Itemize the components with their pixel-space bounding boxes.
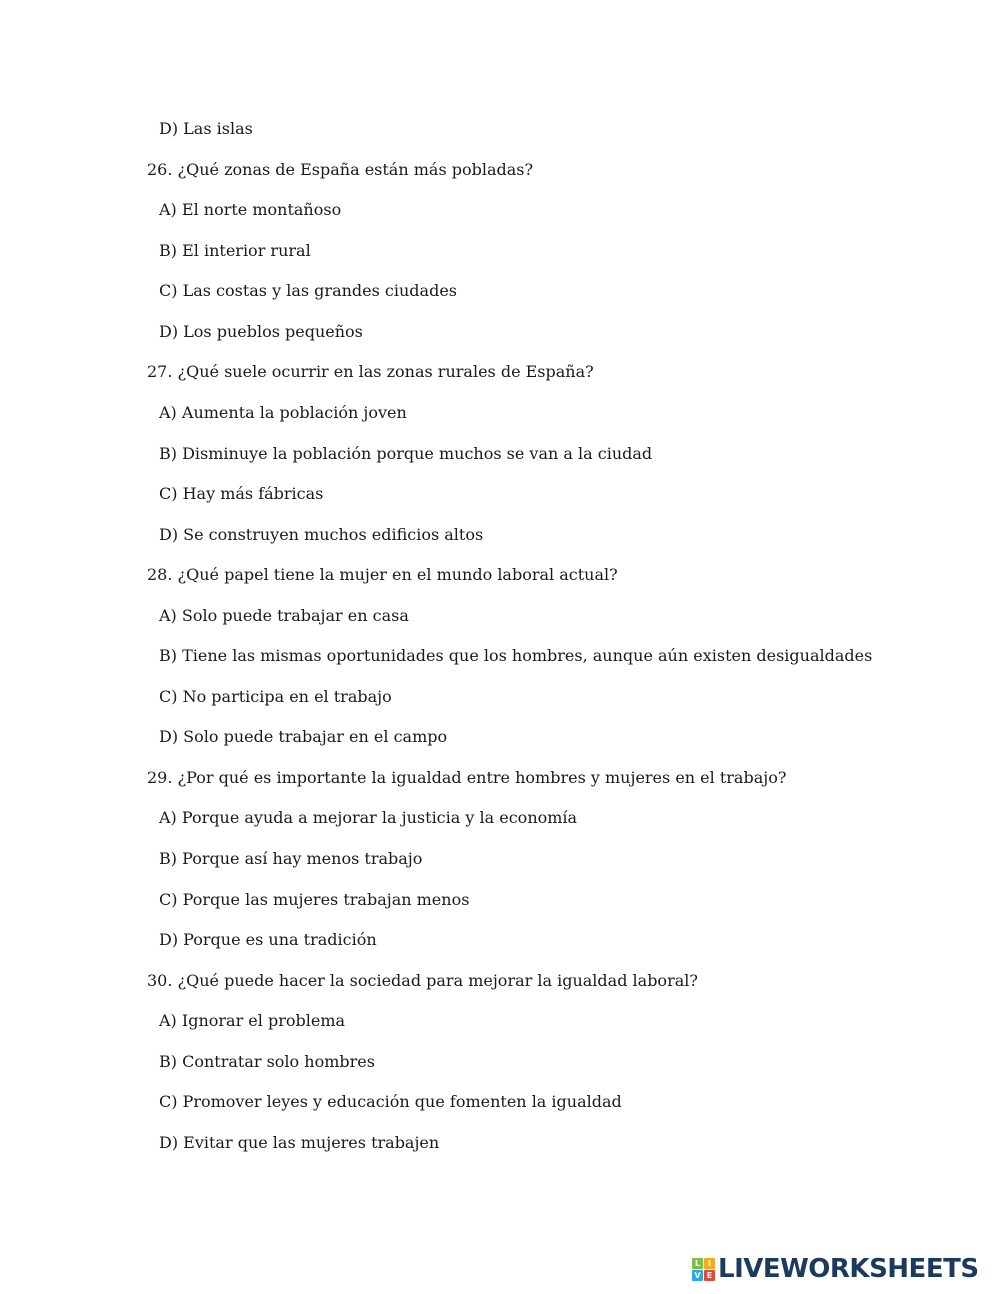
option-30-c[interactable]: C) Promover leyes y educación que fomenten la igualdad	[159, 1092, 622, 1111]
option-29-d[interactable]: D) Porque es una tradición	[159, 930, 377, 949]
option-29-b[interactable]: B) Porque así hay menos trabajo	[159, 849, 423, 868]
brand-mark-letter: L	[692, 1258, 703, 1269]
option-25-d[interactable]: D) Las islas	[159, 119, 253, 138]
option-29-c[interactable]: C) Porque las mujeres trabajan menos	[159, 890, 470, 909]
option-28-d[interactable]: D) Solo puede trabajar en el campo	[159, 727, 448, 746]
option-26-d[interactable]: D) Los pueblos pequeños	[159, 322, 363, 341]
question-28: 28. ¿Qué papel tiene la mujer en el mundo laboral actual?	[147, 565, 618, 584]
option-30-b[interactable]: B) Contratar solo hombres	[159, 1052, 375, 1071]
brand-mark-letter: E	[704, 1270, 715, 1281]
option-26-c[interactable]: C) Las costas y las grandes ciudades	[159, 281, 458, 300]
option-26-a[interactable]: A) El norte montañoso	[159, 200, 342, 219]
liveworksheets-logo[interactable]	[692, 1254, 979, 1284]
option-26-b[interactable]: B) El interior rural	[159, 241, 311, 260]
brand-name: LIVEWORKSHEETS	[718, 1254, 979, 1284]
option-27-a[interactable]: A) Aumenta la población joven	[159, 403, 407, 422]
question-29: 29. ¿Por qué es importante la igualdad entre hombres y mujeres en el trabajo?	[147, 768, 787, 787]
brand-mark-letter: V	[692, 1270, 703, 1281]
brand-mark-letter: I	[704, 1258, 715, 1269]
question-26: 26. ¿Qué zonas de España están más pobladas?	[147, 160, 534, 179]
question-27: 27. ¿Qué suele ocurrir en las zonas rurales de España?	[147, 362, 594, 381]
option-30-d[interactable]: D) Evitar que las mujeres trabajen	[159, 1133, 440, 1152]
brand-mark-icon	[692, 1258, 715, 1281]
option-27-d[interactable]: D) Se construyen muchos edificios altos	[159, 525, 484, 544]
option-28-b[interactable]: B) Tiene las mismas oportunidades que los hombres, aunque aún existen desigualdades	[159, 646, 873, 665]
option-30-a[interactable]: A) Ignorar el problema	[159, 1011, 346, 1030]
question-30: 30. ¿Qué puede hacer la sociedad para mejorar la igualdad laboral?	[147, 971, 698, 990]
option-29-a[interactable]: A) Porque ayuda a mejorar la justicia y la economía	[159, 808, 578, 827]
option-28-c[interactable]: C) No participa en el trabajo	[159, 687, 392, 706]
option-28-a[interactable]: A) Solo puede trabajar en casa	[159, 606, 409, 625]
option-27-b[interactable]: B) Disminuye la población porque muchos se van a la ciudad	[159, 444, 653, 463]
option-27-c[interactable]: C) Hay más fábricas	[159, 484, 324, 503]
